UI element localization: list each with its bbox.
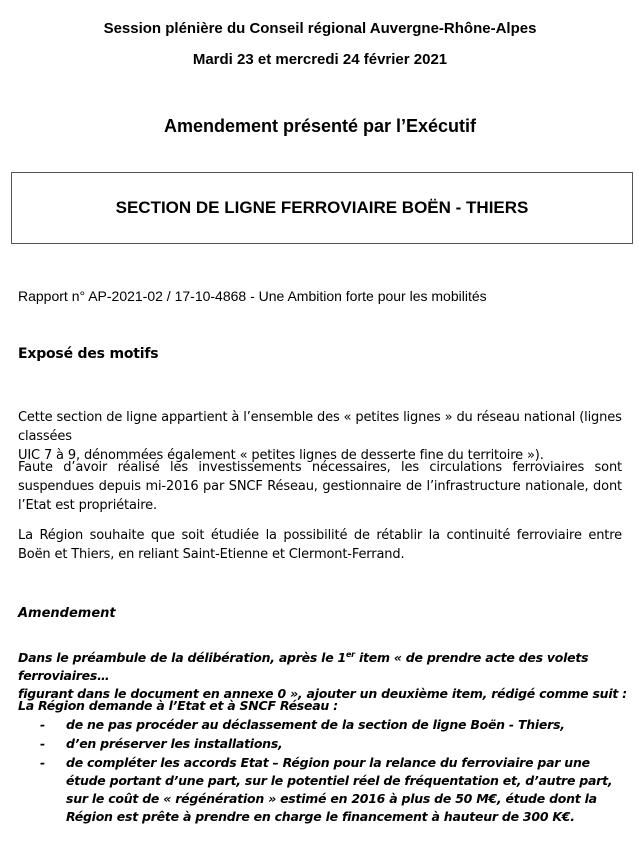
intro-superscript: er (345, 649, 355, 659)
amendement-intro (18, 649, 628, 703)
expose-heading: Exposé des motifs (18, 346, 159, 362)
intro-text-after: item « de prendre acte des volets ferroviaires… (18, 650, 589, 683)
amendement-intro-line-2: figurant dans le document en annexe 0 », ajouter un deuxième item, rédigé comme suit : (18, 686, 627, 701)
amendement-item-2 (40, 735, 625, 753)
presented-by-heading: Amendement présenté par l’Exécutif (163, 116, 477, 136)
amendement-item-1 (40, 716, 625, 734)
region-demande: La Région demande à l’Etat et à SNCF Réseau : (18, 698, 338, 713)
document-title: SECTION DE LIGNE FERROVIAIRE BOËN - THIERS (115, 198, 529, 217)
amendement-heading: Amendement (18, 606, 116, 621)
session-dates: Mardi 23 et mercredi 24 février 2021 (192, 51, 448, 68)
expose-paragraph-3: La Région souhaite que soit étudiée la possibilité de rétablir la continuité ferroviaire entre Boën et Thiers, en reliant Saint-Etienne et Clermont-Ferrand. (18, 528, 622, 562)
rapport-reference: Rapport n° AP-2021-02 / 17-10-4868 - Une Ambition forte pour les mobilités (18, 288, 487, 304)
amendement-item-3 (40, 754, 625, 826)
expose-paragraph-1 (18, 408, 622, 465)
session-header: Session plénière du Conseil régional Auvergne-Rhône-Alpes (103, 20, 537, 37)
dash-bullet: - (40, 736, 45, 751)
amendement-intro-line-1 (18, 649, 628, 685)
expose-paragraph-2: Faute d’avoir réalisé les investissements nécessaires, les circulations ferroviaires sont suspendues depuis mi-2016 par SNCF Réseau, gestionnaire de l’infrastructure nationale, dont l’Etat est propriétaire. (18, 460, 622, 513)
title-box (11, 172, 633, 244)
intro-text-before: Dans le préambule de la délibération, après le 1 (18, 650, 346, 665)
dash-bullet: - (40, 755, 45, 770)
amendement-item-text: d’en préserver les installations, (66, 736, 283, 751)
expose-paragraph-1-line-1: Cette section de ligne appartient à l’ensemble des « petites lignes » du réseau national (lignes classées (18, 410, 622, 444)
expose-paragraph-1-line-2: UIC 7 à 9, dénommées également « petites lignes de desserte fine du territoire »). (18, 448, 544, 463)
amendement-item-text: de ne pas procéder au déclassement de la section de ligne Boën - Thiers, (66, 717, 565, 732)
dash-bullet: - (40, 717, 45, 732)
amendement-item-text: de compléter les accords Etat – Région pour la relance du ferroviaire par une étude portant d’une part, sur le potentiel réel de fréquentation et, d’autre part, sur le coût de « régénération » estimé en 2016 à plus de 50 M€, étude dont la Région est prête à prendre en charge le financement à hauteur de 300 K€. (66, 755, 613, 824)
